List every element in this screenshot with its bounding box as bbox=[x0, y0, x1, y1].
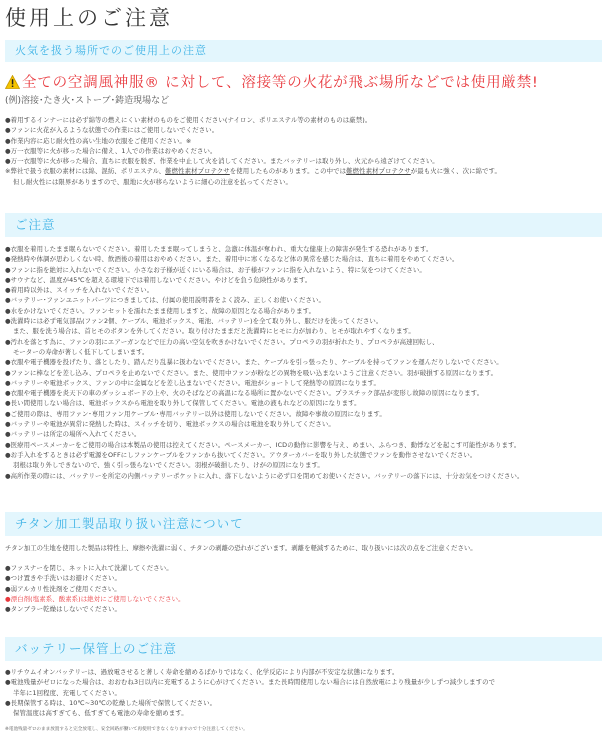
titanium-list bbox=[5, 563, 185, 614]
list-item: ●サウナなど、温度が45℃を超える環境下では着用しないでください。やけどを負う危険性があります。 bbox=[5, 275, 312, 284]
list-item: ●洗濯時には必ず電気部品(ファン2個、ケーブル、電池ボックス、電池、バッテリー)を全て取り外し、服だけを洗ってください。 bbox=[5, 317, 383, 326]
fire-warning bbox=[5, 73, 539, 95]
list-item: ●バッテリー･ファンユニットパーツにつきましては、付属の使用説明書をよく読み、正しくお使いください。 bbox=[5, 296, 326, 305]
list-item: ●長い間使用しない場合は、電池ボックスから電池を取り外して保管してください。電池の液もれなどの原因になります。 bbox=[5, 399, 361, 408]
note-text: を使用したものがあります。この中では bbox=[229, 167, 347, 176]
list-item: ●衣服や電子機器を炎天下の車のダッシュボードの上や、火のそばなどの高温になる場所に置かないでください。プラスチック部品が変形し故障の原因になります。 bbox=[5, 389, 484, 398]
fire-example: (例)溶接･たき火･ストーブ･鋳造現場など bbox=[5, 96, 170, 106]
list-item: ●バッテリーは所定の場所へ入れてください。 bbox=[5, 430, 141, 439]
fire-warning-text: 全ての空調風神服® に対して、溶接等の火花が飛ぶ場所などでは使用厳禁! bbox=[22, 75, 539, 91]
list-item: ●ファスナーを閉じ、ネットに入れて洗濯してください。 bbox=[5, 564, 173, 572]
list-item: ●タンブラー乾燥はしないでください。 bbox=[5, 605, 122, 614]
list-item-continuation: モーターの寿命が著しく低下してしまいます。 bbox=[13, 347, 149, 356]
fire-note bbox=[5, 166, 501, 176]
battery-list bbox=[5, 667, 495, 718]
warning-triangle-icon bbox=[5, 75, 20, 95]
list-item: ●作業内容に応じ耐火性の高い生地の衣服をご使用ください。※ bbox=[5, 136, 192, 145]
list-item: ●高所作業の際には、バッテリーを所定の内側バッテリーポケットに入れ、落下しないように必ず口を閉めてお使いください。バッテリーの落下には、十分お気をつけください。 bbox=[5, 471, 524, 480]
list-item: ●万一衣服等に火が移った場合に備え、1人での作業はおやめください。 bbox=[5, 146, 217, 155]
section-heading-battery: バッテリー保管上のご注意 bbox=[5, 637, 602, 661]
list-item-continuation: 羽根は取り外しできないので、強く引っ張らないでください。羽根が破損したり、けがの原因になります。 bbox=[13, 461, 324, 470]
protexa-link[interactable]: 難燃性素材プロテクサ bbox=[165, 167, 230, 176]
list-item: ●万一衣服等に火が移った場合、直ちに衣服を脱ぎ、作業を中止して火を消してください。またバッテリーは取り外し、火元から遠ざけてください。 bbox=[5, 157, 439, 166]
list-item: ●つけ置きや手洗いはお避けください。 bbox=[5, 574, 122, 583]
list-item-warning: ●漂白剤(塩素系、酸素系)は絶対にご使用しないでください。 bbox=[5, 594, 185, 603]
list-item: ●長期保管する時は、10℃~30℃の乾燥した場所で保管してください。 bbox=[5, 698, 217, 707]
list-item: ●水をかけないでください。ファンセットを濡れたまま使用しますと、故障の原因となる場合があります。 bbox=[5, 306, 316, 315]
list-item: ●衣服を着用したまま眠らないでください。着用したまま眠ってしまうと、急激に体温が奪われ、重大な健康上の障害が発生する恐れがあります。 bbox=[5, 245, 433, 253]
list-item: ●着用するインナーには必ず綿等の燃えにくい素材のものをご使用ください(ナイロン、ポリエステル等の素材のものは厳禁)。 bbox=[5, 116, 372, 124]
note-text: が最も火に強く、次に綿です。 bbox=[410, 167, 502, 176]
list-item-continuation: また、服を洗う場合は、首ヒモのボタンを外してください。取り付けたままだと洗濯時にヒモに力が加わり、ヒモが取れやすくなります。 bbox=[13, 327, 415, 336]
list-item: ●電池残量がゼロになった場合は、おおむね3日以内に充電するように心がけてください。また長時間使用しない場合には自然放電により残量が少しずつ減少しますので bbox=[5, 678, 496, 687]
section-heading-titanium: チタン加工製品取り扱い注意について bbox=[5, 512, 602, 536]
list-item: ●ご使用の際は、専用ファン･専用ファン用ケーブル･専用バッテリー以外は使用しないでください。故障や事故の原因になります。 bbox=[5, 409, 386, 418]
section-heading-fire: 火気を扱う場所でのご使用上の注意 bbox=[5, 40, 602, 62]
list-item: ●ファンに指を絶対に入れないでください。小さなお子様が近くにいる場合は、お子様がファンに指を入れないよう、特に気をつけてください。 bbox=[5, 265, 426, 274]
list-item: ●発熱時や体調が思わしくない時、飲酒後の着用はおやめください。また、着用中に寒くなるなど体の異常を感じた場合は、直ちに着用をやめてください。 bbox=[5, 255, 459, 264]
list-item: ●汚れを落とす為に、ファンの羽にエアーガンなどで圧力の高い空気を吹きかけないでください。プロペラの羽が折れたり、プロペラが高速回転し、 bbox=[5, 337, 439, 346]
list-item: ●お手入れをするときは必ず電源をOFFにしファンケーブルをファンから抜いてください。アウターカバーを取り外した状態でファンを動作させないでください。 bbox=[5, 450, 477, 459]
list-item: ●ファンに棒などを差し込み、プロペラを止めないでください。また、使用中ファンが粉などの異物を吸い込まないようご注意ください。羽が破損する原因になります。 bbox=[5, 368, 498, 377]
protexa-link[interactable]: 難燃性素材プロテクサ bbox=[346, 167, 411, 176]
list-item: ●衣服や電子機器を投げたり、落としたり、踏んだり乱暴に扱わないでください。また、ケーブルを引っ張ったり、ケーブルを持ってファンを運んだりしないでください。 bbox=[5, 358, 503, 367]
battery-footnote: ※電池残量ゼロのまま放置すると完全放電し、安全回路が働いて再使用できなくなりますので十分注意してください。 bbox=[5, 727, 248, 732]
caution-list bbox=[5, 244, 524, 481]
note-text: ※弊社で扱う衣服の素材には綿、混紡、ポリエステル、 bbox=[5, 167, 166, 176]
list-item: ●弱アルカリ性洗剤をご使用ください。 bbox=[5, 584, 121, 593]
list-item: ●医療用ペースメーカーをご使用の場合は本製品の使用は控えてください。ペースメーカー、ICDの動作に影響を与え、めまい、ふらつき、動悸などを起こす可能性があります。 bbox=[5, 440, 521, 449]
list-item-continuation: 半年に1回程度、充電してください。 bbox=[13, 688, 122, 697]
page-title: 使用上のご注意 bbox=[5, 6, 173, 30]
list-item: ●ファンに火花が入るような状態での作業にはご使用しないでください。 bbox=[5, 126, 219, 135]
list-item: ●着用時以外は、スイッチを入れないでください。 bbox=[5, 286, 154, 295]
list-item-continuation: 保管温度は高すぎても、低すぎても電池の寿命を縮めます。 bbox=[13, 709, 188, 718]
fire-note-line2: 但し耐火性には限界がありますので、服地に火が移らないように細心の注意を払ってください。 bbox=[13, 177, 292, 186]
list-item: ●バッテリーや電池が異常に発熱した時は、スイッチを切り、電池ボックスの場合は電池を取り外してください。 bbox=[5, 420, 335, 429]
section-heading-caution: ご注意 bbox=[5, 213, 602, 237]
list-item: ●バッテリーや電池ボックス、ファンの中に金属などを差し込まないでください。電池がショートして発熱等の原因になります。 bbox=[5, 378, 380, 387]
fire-list bbox=[5, 115, 501, 187]
list-item: ●リチウムイオンバッテリーは、過放電させると著しく寿命を縮めるばかりではなく、化学反応により内部が不安定な状態になります。 bbox=[5, 668, 399, 676]
titanium-intro: チタン加工の生地を使用した製品は特性上、摩擦や洗濯に弱く、チタンの剥離の恐れがございます。剥離を軽減するために、取り扱いには次の点をご注意ください。 bbox=[5, 544, 477, 552]
